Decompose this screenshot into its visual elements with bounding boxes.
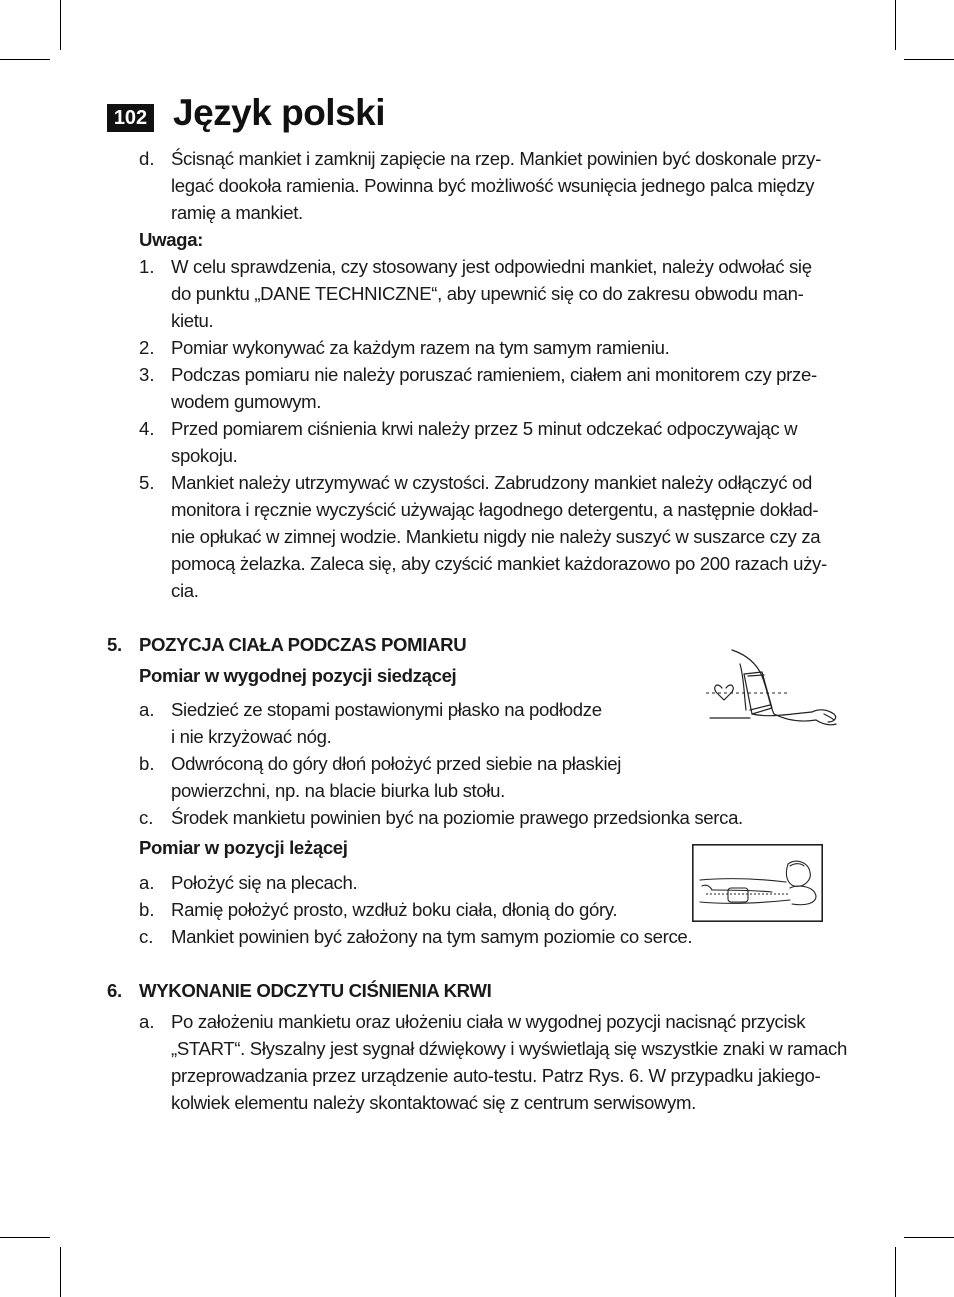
text-line: Pomiar wykonywać za każdym razem na tym samym ramieniu. <box>171 337 670 358</box>
text-line: Położyć się na plecach. <box>171 872 358 893</box>
list-marker: a. <box>139 699 155 720</box>
text-line: pomocą żelazka. Zaleca się, aby czyścić mankiet każdorazowo po 200 razach uży- <box>171 553 827 574</box>
seated-arm-cuff-illustration <box>700 648 842 738</box>
list-marker: c. <box>139 926 154 947</box>
text-line: Środek mankietu powinien być na poziomie prawego przedsionka serca. <box>171 807 743 828</box>
crop-mark <box>0 59 50 60</box>
crop-mark <box>895 0 896 50</box>
section-number: 5. <box>107 634 122 655</box>
text-line: Odwróconą do góry dłoń położyć przed siebie na płaskiej <box>171 753 621 774</box>
text-line: W celu sprawdzenia, czy stosowany jest odpowiedni mankiet, należy odwołać się <box>171 256 812 277</box>
note-label: Uwaga: <box>139 229 204 250</box>
crop-mark <box>60 0 61 50</box>
crop-mark <box>895 1247 896 1297</box>
section-heading: POZYCJA CIAŁA PODCZAS POMIARU <box>139 634 467 655</box>
list-marker: b. <box>139 753 155 774</box>
text-line: „START“. Słyszalny jest sygnał dźwiękowy i wyświetlają się wszystkie znaki w ramach <box>171 1038 847 1059</box>
list-marker: c. <box>139 807 154 828</box>
list-marker: a. <box>139 1011 155 1032</box>
text-line: kolwiek elementu należy skontaktować się z centrum serwisowym. <box>171 1092 696 1113</box>
crop-mark <box>904 1237 954 1238</box>
crop-mark <box>904 59 954 60</box>
text-line: monitora i ręcznie wyczyścić używając łagodnego detergentu, a następnie dokład- <box>171 499 819 520</box>
text-line: Mankiet należy utrzymywać w czystości. Zabrudzony mankiet należy odłączyć od <box>171 472 812 493</box>
text-line: Ścisnąć mankiet i zamknij zapięcie na rzep. Mankiet powinien być doskonale przy- <box>171 148 821 169</box>
section-heading: WYKONANIE ODCZYTU CIŚNIENIA KRWI <box>139 980 492 1001</box>
list-marker: d. <box>139 148 155 169</box>
text-line: kietu. <box>171 310 214 331</box>
text-line: Mankiet powinien być założony na tym samym poziomie co serce. <box>171 926 693 947</box>
list-marker: 5. <box>139 472 155 493</box>
section-number: 6. <box>107 980 122 1001</box>
list-marker: 1. <box>139 256 155 277</box>
page-title: Język polski <box>173 92 386 133</box>
list-marker: a. <box>139 872 155 893</box>
crop-mark <box>60 1247 61 1297</box>
text-line: legać dookoła ramienia. Powinna być możliwość wsunięcia jednego palca między <box>171 175 815 196</box>
text-line: wodem gumowym. <box>171 391 322 412</box>
text-line: nie opłukać w zimnej wodzie. Mankietu nigdy nie należy suszyć w suszarce czy za <box>171 526 821 547</box>
list-marker: 4. <box>139 418 155 439</box>
page-number: 102 <box>107 104 154 132</box>
text-line: spokoju. <box>171 445 238 466</box>
text-line: Ramię położyć prosto, wzdłuż boku ciała, dłonią do góry. <box>171 899 618 920</box>
text-line: Po założeniu mankietu oraz ułożeniu ciała w wygodnej pozycji nacisnąć przycisk <box>171 1011 806 1032</box>
text-line: cia. <box>171 580 199 601</box>
text-line: Podczas pomiaru nie należy poruszać ramieniem, ciałem ani monitorem czy prze- <box>171 364 817 385</box>
text-line: Przed pomiarem ciśnienia krwi należy przez 5 minut odczekać odpoczywając w <box>171 418 798 439</box>
crop-mark <box>0 1237 50 1238</box>
text-line: Siedzieć ze stopami postawionymi płasko na podłodze <box>171 699 602 720</box>
text-line: i nie krzyżować nóg. <box>171 726 332 747</box>
subsection-heading: Pomiar w wygodnej pozycji siedzącej <box>139 665 457 686</box>
list-marker: b. <box>139 899 155 920</box>
list-marker: 2. <box>139 337 155 358</box>
list-marker: 3. <box>139 364 155 385</box>
text-line: powierzchni, np. na blacie biurka lub stołu. <box>171 780 505 801</box>
text-line: ramię a mankiet. <box>171 202 303 223</box>
text-line: przeprowadzania przez urządzenie auto-testu. Patrz Rys. 6. W przypadku jakiego- <box>171 1065 821 1086</box>
text-line: do punktu „DANE TECHNICZNE“, aby upewnić się co do zakresu obwodu man- <box>171 283 804 304</box>
lying-patient-cuff-illustration <box>692 844 823 922</box>
subsection-heading: Pomiar w pozycji leżącej <box>139 837 348 858</box>
